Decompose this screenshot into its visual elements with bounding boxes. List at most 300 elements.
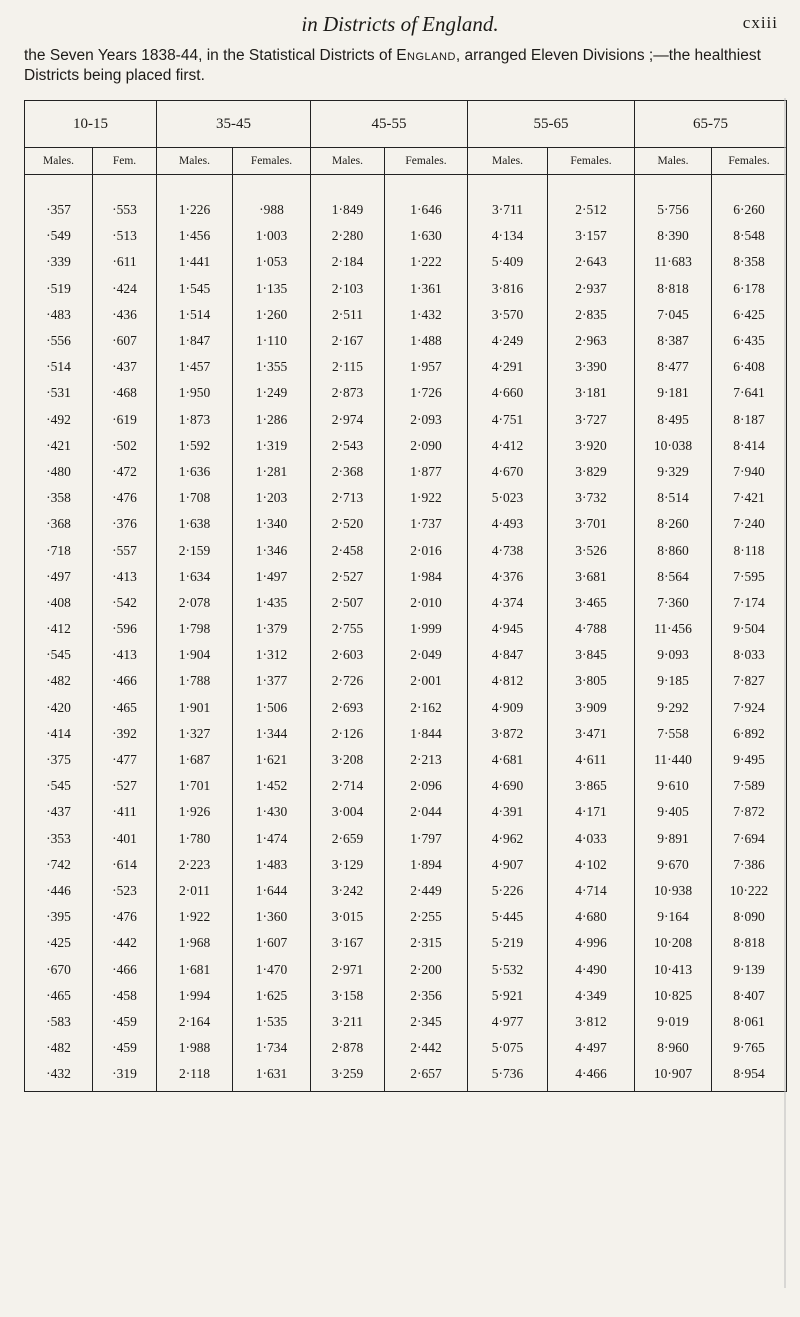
table-cell: ·476 bbox=[93, 485, 157, 511]
table-cell: 5·023 bbox=[468, 485, 548, 511]
table-cell: 2·200 bbox=[385, 956, 468, 982]
table-cell: 1·456 bbox=[157, 223, 233, 249]
table-cell: 3·701 bbox=[548, 511, 635, 537]
table-cell: 1·222 bbox=[385, 249, 468, 275]
table-cell: 7·360 bbox=[635, 590, 712, 616]
table-cell: 2·512 bbox=[548, 175, 635, 224]
table-cell: 1·592 bbox=[157, 433, 233, 459]
table-cell: 9·093 bbox=[635, 642, 712, 668]
table-cell: 9·495 bbox=[712, 747, 787, 773]
table-cell: ·527 bbox=[93, 773, 157, 799]
table-cell: ·611 bbox=[93, 249, 157, 275]
table-cell: ·392 bbox=[93, 721, 157, 747]
table-cell: 1·355 bbox=[233, 354, 311, 380]
table-caption bbox=[24, 46, 784, 86]
table-cell: ·513 bbox=[93, 223, 157, 249]
table-row bbox=[25, 642, 787, 668]
table-cell: ·545 bbox=[25, 773, 93, 799]
table-cell: 1·636 bbox=[157, 459, 233, 485]
table-cell: 7·589 bbox=[712, 773, 787, 799]
table-cell: 8·187 bbox=[712, 407, 787, 433]
table-cell: 1·003 bbox=[233, 223, 311, 249]
sex-column-header: Males. bbox=[311, 148, 385, 175]
table-cell: 1·950 bbox=[157, 380, 233, 406]
table-cell: 3·872 bbox=[468, 721, 548, 747]
table-cell: ·414 bbox=[25, 721, 93, 747]
table-cell: 2·520 bbox=[311, 511, 385, 537]
table-cell: 2·527 bbox=[311, 564, 385, 590]
table-cell: 4·680 bbox=[548, 904, 635, 930]
table-cell: 2·164 bbox=[157, 1009, 233, 1035]
table-cell: 2·659 bbox=[311, 826, 385, 852]
table-cell: 1·053 bbox=[233, 249, 311, 275]
table-cell: 1·435 bbox=[233, 590, 311, 616]
table-row bbox=[25, 904, 787, 930]
caption-part-2: , arranged Eleven Divisions ;—the healthiest Districts being placed first. bbox=[24, 47, 761, 84]
table-cell: 9·292 bbox=[635, 695, 712, 721]
table-cell: 3·812 bbox=[548, 1009, 635, 1035]
table-cell: 1·847 bbox=[157, 328, 233, 354]
table-cell: 6·178 bbox=[712, 276, 787, 302]
table-cell: 1·734 bbox=[233, 1035, 311, 1061]
table-cell: 4·349 bbox=[548, 983, 635, 1009]
table-cell: 2·315 bbox=[385, 930, 468, 956]
table-cell: 4·291 bbox=[468, 354, 548, 380]
table-cell: 9·329 bbox=[635, 459, 712, 485]
table-cell: 6·892 bbox=[712, 721, 787, 747]
table-row bbox=[25, 590, 787, 616]
table-cell: 7·641 bbox=[712, 380, 787, 406]
table-cell: 2·643 bbox=[548, 249, 635, 275]
table-cell: 10·038 bbox=[635, 433, 712, 459]
caption-part-1: the Seven Years 1838-44, in the Statistical Districts of bbox=[24, 47, 397, 64]
table-cell: ·358 bbox=[25, 485, 93, 511]
age-group-header-row bbox=[25, 101, 787, 148]
table-cell: 1·922 bbox=[157, 904, 233, 930]
table-cell: 4·962 bbox=[468, 826, 548, 852]
table-cell: 1·621 bbox=[233, 747, 311, 773]
table-cell: ·446 bbox=[25, 878, 93, 904]
table-cell: 3·829 bbox=[548, 459, 635, 485]
mortality-table bbox=[24, 100, 787, 1092]
table-cell: 2·049 bbox=[385, 642, 468, 668]
table-cell: 2·011 bbox=[157, 878, 233, 904]
table-row bbox=[25, 1009, 787, 1035]
page-number: cxiii bbox=[742, 13, 778, 32]
table-cell: 2·093 bbox=[385, 407, 468, 433]
table-cell: 1·798 bbox=[157, 616, 233, 642]
table-cell: ·523 bbox=[93, 878, 157, 904]
table-cell: ·465 bbox=[93, 695, 157, 721]
table-cell: 3·158 bbox=[311, 983, 385, 1009]
table-cell: 4·466 bbox=[548, 1061, 635, 1092]
sex-column-header: Fem. bbox=[93, 148, 157, 175]
table-cell: ·436 bbox=[93, 302, 157, 328]
table-cell: 1·701 bbox=[157, 773, 233, 799]
table-cell: ·376 bbox=[93, 511, 157, 537]
table-cell: 2·442 bbox=[385, 1035, 468, 1061]
table-cell: 10·825 bbox=[635, 983, 712, 1009]
table-cell: 8·387 bbox=[635, 328, 712, 354]
table-cell: 1·607 bbox=[233, 930, 311, 956]
table-cell: 2·016 bbox=[385, 537, 468, 563]
table-row bbox=[25, 799, 787, 825]
table-cell: 3·465 bbox=[548, 590, 635, 616]
sex-column-header: Females. bbox=[385, 148, 468, 175]
sex-header-row bbox=[25, 148, 787, 175]
table-cell: 4·812 bbox=[468, 668, 548, 694]
table-cell: ·442 bbox=[93, 930, 157, 956]
table-cell: 5·736 bbox=[468, 1061, 548, 1092]
table-cell: ·411 bbox=[93, 799, 157, 825]
table-cell: 5·532 bbox=[468, 956, 548, 982]
age-group-header: 65-75 bbox=[635, 101, 787, 148]
table-cell: 1·630 bbox=[385, 223, 468, 249]
table-cell: 2·873 bbox=[311, 380, 385, 406]
table-row bbox=[25, 511, 787, 537]
table-cell: 8·407 bbox=[712, 983, 787, 1009]
table-cell: 2·078 bbox=[157, 590, 233, 616]
table-cell: 3·181 bbox=[548, 380, 635, 406]
table-cell: 1·545 bbox=[157, 276, 233, 302]
table-cell: 4·909 bbox=[468, 695, 548, 721]
table-cell: 7·827 bbox=[712, 668, 787, 694]
table-cell: ·459 bbox=[93, 1035, 157, 1061]
table-cell: 1·797 bbox=[385, 826, 468, 852]
table-cell: ·477 bbox=[93, 747, 157, 773]
table-cell: 2·458 bbox=[311, 537, 385, 563]
table-cell: 8·414 bbox=[712, 433, 787, 459]
table-cell: 10·907 bbox=[635, 1061, 712, 1092]
table-cell: 9·891 bbox=[635, 826, 712, 852]
table-cell: ·542 bbox=[93, 590, 157, 616]
table-cell: 1·877 bbox=[385, 459, 468, 485]
table-cell: 2·118 bbox=[157, 1061, 233, 1092]
table-cell: ·514 bbox=[25, 354, 93, 380]
table-cell: 1·361 bbox=[385, 276, 468, 302]
table-cell: 10·938 bbox=[635, 878, 712, 904]
table-row bbox=[25, 1061, 787, 1092]
table-cell: 8·033 bbox=[712, 642, 787, 668]
page-edge-shadow bbox=[784, 98, 786, 1288]
table-cell: 4·690 bbox=[468, 773, 548, 799]
table-cell: 1·625 bbox=[233, 983, 311, 1009]
table-cell: 9·139 bbox=[712, 956, 787, 982]
table-cell: 5·075 bbox=[468, 1035, 548, 1061]
table-cell: 2·511 bbox=[311, 302, 385, 328]
table-row bbox=[25, 485, 787, 511]
table-cell: ·412 bbox=[25, 616, 93, 642]
table-cell: 2·159 bbox=[157, 537, 233, 563]
table-cell: 4·907 bbox=[468, 852, 548, 878]
table-row bbox=[25, 930, 787, 956]
table-cell: 11·683 bbox=[635, 249, 712, 275]
table-row bbox=[25, 459, 787, 485]
table-cell: 1·984 bbox=[385, 564, 468, 590]
table-cell: ·459 bbox=[93, 1009, 157, 1035]
table-cell: ·583 bbox=[25, 1009, 93, 1035]
table-cell: 2·356 bbox=[385, 983, 468, 1009]
table-cell: 1·346 bbox=[233, 537, 311, 563]
table-cell: 2·001 bbox=[385, 668, 468, 694]
table-cell: 1·360 bbox=[233, 904, 311, 930]
table-cell: 1·873 bbox=[157, 407, 233, 433]
table-cell: 3·865 bbox=[548, 773, 635, 799]
sex-column-header: Females. bbox=[233, 148, 311, 175]
table-cell: 8·477 bbox=[635, 354, 712, 380]
table-cell: 10·208 bbox=[635, 930, 712, 956]
table-cell: ·549 bbox=[25, 223, 93, 249]
table-cell: 1·726 bbox=[385, 380, 468, 406]
table-cell: 3·242 bbox=[311, 878, 385, 904]
table-cell: 9·019 bbox=[635, 1009, 712, 1035]
table-cell: 2·255 bbox=[385, 904, 468, 930]
table-cell: 3·845 bbox=[548, 642, 635, 668]
table-cell: 2·103 bbox=[311, 276, 385, 302]
table-cell: ·413 bbox=[93, 642, 157, 668]
table-cell: 4·788 bbox=[548, 616, 635, 642]
table-cell: 1·430 bbox=[233, 799, 311, 825]
table-row bbox=[25, 564, 787, 590]
table-cell: 4·102 bbox=[548, 852, 635, 878]
table-cell: 2·184 bbox=[311, 249, 385, 275]
table-cell: 1·957 bbox=[385, 354, 468, 380]
table-row bbox=[25, 380, 787, 406]
table-cell: 1·737 bbox=[385, 511, 468, 537]
table-row bbox=[25, 302, 787, 328]
table-cell: 5·756 bbox=[635, 175, 712, 224]
table-cell: 1·249 bbox=[233, 380, 311, 406]
table-cell: 2·010 bbox=[385, 590, 468, 616]
table-cell: ·319 bbox=[93, 1061, 157, 1092]
table-cell: 3·711 bbox=[468, 175, 548, 224]
table-cell: ·375 bbox=[25, 747, 93, 773]
table-cell: ·339 bbox=[25, 249, 93, 275]
table-cell: 9·765 bbox=[712, 1035, 787, 1061]
table-cell: 1·110 bbox=[233, 328, 311, 354]
table-cell: 5·921 bbox=[468, 983, 548, 1009]
table-cell: 3·157 bbox=[548, 223, 635, 249]
table-cell: 4·996 bbox=[548, 930, 635, 956]
table-cell: 2·878 bbox=[311, 1035, 385, 1061]
table-cell: 3·390 bbox=[548, 354, 635, 380]
table-cell: ·368 bbox=[25, 511, 93, 537]
age-group-header: 45-55 bbox=[311, 101, 468, 148]
table-cell: ·502 bbox=[93, 433, 157, 459]
table-cell: 7·386 bbox=[712, 852, 787, 878]
table-cell: ·437 bbox=[93, 354, 157, 380]
table-cell: 4·738 bbox=[468, 537, 548, 563]
table-row bbox=[25, 1035, 787, 1061]
table-cell: 1·441 bbox=[157, 249, 233, 275]
table-cell: 1·327 bbox=[157, 721, 233, 747]
table-cell: 1·432 bbox=[385, 302, 468, 328]
table-cell: 1·377 bbox=[233, 668, 311, 694]
table-cell: 8·818 bbox=[712, 930, 787, 956]
table-cell: 9·610 bbox=[635, 773, 712, 799]
table-cell: 4·033 bbox=[548, 826, 635, 852]
sex-column-header: Males. bbox=[25, 148, 93, 175]
table-cell: 1·994 bbox=[157, 983, 233, 1009]
table-row bbox=[25, 328, 787, 354]
table-cell: 1·226 bbox=[157, 175, 233, 224]
table-cell: 2·345 bbox=[385, 1009, 468, 1035]
sex-column-header: Males. bbox=[468, 148, 548, 175]
table-cell: 1·687 bbox=[157, 747, 233, 773]
table-cell: 3·211 bbox=[311, 1009, 385, 1035]
table-cell: 2·974 bbox=[311, 407, 385, 433]
table-cell: 10·222 bbox=[712, 878, 787, 904]
table-cell: 4·751 bbox=[468, 407, 548, 433]
table-cell: 2·280 bbox=[311, 223, 385, 249]
table-cell: ·718 bbox=[25, 537, 93, 563]
table-cell: 1·506 bbox=[233, 695, 311, 721]
table-cell: 4·412 bbox=[468, 433, 548, 459]
table-cell: 1·497 bbox=[233, 564, 311, 590]
table-cell: 4·134 bbox=[468, 223, 548, 249]
table-cell: 2·971 bbox=[311, 956, 385, 982]
table-cell: 6·425 bbox=[712, 302, 787, 328]
table-cell: 4·660 bbox=[468, 380, 548, 406]
table-cell: ·619 bbox=[93, 407, 157, 433]
table-cell: 7·421 bbox=[712, 485, 787, 511]
table-cell: 1·474 bbox=[233, 826, 311, 852]
age-group-header: 10-15 bbox=[25, 101, 157, 148]
table-cell: 8·358 bbox=[712, 249, 787, 275]
table-cell: 1·535 bbox=[233, 1009, 311, 1035]
table-cell: 4·611 bbox=[548, 747, 635, 773]
table-cell: 8·514 bbox=[635, 485, 712, 511]
table-cell: 3·732 bbox=[548, 485, 635, 511]
sex-column-header: Males. bbox=[635, 148, 712, 175]
table-row bbox=[25, 433, 787, 459]
table-cell: 1·457 bbox=[157, 354, 233, 380]
table-cell: 3·805 bbox=[548, 668, 635, 694]
table-cell: 7·595 bbox=[712, 564, 787, 590]
table-cell: ·472 bbox=[93, 459, 157, 485]
table-cell: 4·714 bbox=[548, 878, 635, 904]
table-cell: 5·226 bbox=[468, 878, 548, 904]
table-cell: 4·847 bbox=[468, 642, 548, 668]
table-cell: 3·570 bbox=[468, 302, 548, 328]
table-cell: ·607 bbox=[93, 328, 157, 354]
table-body bbox=[25, 175, 787, 1092]
table-cell: 3·167 bbox=[311, 930, 385, 956]
table-cell: 9·504 bbox=[712, 616, 787, 642]
table-cell: 2·937 bbox=[548, 276, 635, 302]
caption-country: England bbox=[396, 47, 456, 64]
table-cell: ·432 bbox=[25, 1061, 93, 1092]
table-cell: 5·409 bbox=[468, 249, 548, 275]
table-cell: ·497 bbox=[25, 564, 93, 590]
table-row bbox=[25, 668, 787, 694]
table-cell: 1·646 bbox=[385, 175, 468, 224]
table-cell: 4·249 bbox=[468, 328, 548, 354]
table-row bbox=[25, 826, 787, 852]
table-cell: 7·558 bbox=[635, 721, 712, 747]
table-cell: 4·945 bbox=[468, 616, 548, 642]
table-cell: 9·181 bbox=[635, 380, 712, 406]
table-row bbox=[25, 616, 787, 642]
table-cell: 1·452 bbox=[233, 773, 311, 799]
table-row bbox=[25, 695, 787, 721]
table-cell: 2·603 bbox=[311, 642, 385, 668]
table-cell: 3·920 bbox=[548, 433, 635, 459]
table-cell: ·476 bbox=[93, 904, 157, 930]
table-cell: 2·044 bbox=[385, 799, 468, 825]
table-cell: 4·376 bbox=[468, 564, 548, 590]
table-cell: 1·922 bbox=[385, 485, 468, 511]
table-cell: 1·483 bbox=[233, 852, 311, 878]
sex-column-header: Females. bbox=[712, 148, 787, 175]
table-cell: 3·208 bbox=[311, 747, 385, 773]
table-row bbox=[25, 354, 787, 380]
table-cell: 9·185 bbox=[635, 668, 712, 694]
table-cell: ·480 bbox=[25, 459, 93, 485]
table-cell: ·553 bbox=[93, 175, 157, 224]
table-cell: 1·135 bbox=[233, 276, 311, 302]
table-cell: 1·788 bbox=[157, 668, 233, 694]
table-cell: 4·490 bbox=[548, 956, 635, 982]
table-cell: ·596 bbox=[93, 616, 157, 642]
table-cell: 7·045 bbox=[635, 302, 712, 328]
table-cell: 8·260 bbox=[635, 511, 712, 537]
table-cell: 1·894 bbox=[385, 852, 468, 878]
table-cell: 4·374 bbox=[468, 590, 548, 616]
table-cell: ·531 bbox=[25, 380, 93, 406]
table-cell: 7·872 bbox=[712, 799, 787, 825]
table-cell: 1·849 bbox=[311, 175, 385, 224]
table-cell: 1·926 bbox=[157, 799, 233, 825]
table-cell: 1·281 bbox=[233, 459, 311, 485]
table-row bbox=[25, 721, 787, 747]
table-cell: 1·780 bbox=[157, 826, 233, 852]
table-cell: ·413 bbox=[93, 564, 157, 590]
table-cell: ·545 bbox=[25, 642, 93, 668]
table-cell: 1·203 bbox=[233, 485, 311, 511]
table-row bbox=[25, 276, 787, 302]
table-cell: ·483 bbox=[25, 302, 93, 328]
table-cell: 9·405 bbox=[635, 799, 712, 825]
table-cell: 1·319 bbox=[233, 433, 311, 459]
table-cell: 1·901 bbox=[157, 695, 233, 721]
table-cell: 8·495 bbox=[635, 407, 712, 433]
table-cell: ·408 bbox=[25, 590, 93, 616]
table-cell: 1·904 bbox=[157, 642, 233, 668]
table-cell: 3·259 bbox=[311, 1061, 385, 1092]
table-cell: 1·708 bbox=[157, 485, 233, 511]
table-cell: 6·408 bbox=[712, 354, 787, 380]
table-row bbox=[25, 537, 787, 563]
table-cell: 3·015 bbox=[311, 904, 385, 930]
table-cell: 3·909 bbox=[548, 695, 635, 721]
table-cell: 11·440 bbox=[635, 747, 712, 773]
table-cell: ·437 bbox=[25, 799, 93, 825]
table-cell: ·425 bbox=[25, 930, 93, 956]
table-cell: 2·693 bbox=[311, 695, 385, 721]
table-cell: 3·816 bbox=[468, 276, 548, 302]
table-cell: 6·435 bbox=[712, 328, 787, 354]
table-cell: 8·548 bbox=[712, 223, 787, 249]
table-cell: ·482 bbox=[25, 1035, 93, 1061]
table-cell: ·424 bbox=[93, 276, 157, 302]
table-cell: 2·449 bbox=[385, 878, 468, 904]
table-cell: ·353 bbox=[25, 826, 93, 852]
table-cell: ·557 bbox=[93, 537, 157, 563]
table-row bbox=[25, 773, 787, 799]
table-cell: 9·670 bbox=[635, 852, 712, 878]
table-cell: 3·004 bbox=[311, 799, 385, 825]
